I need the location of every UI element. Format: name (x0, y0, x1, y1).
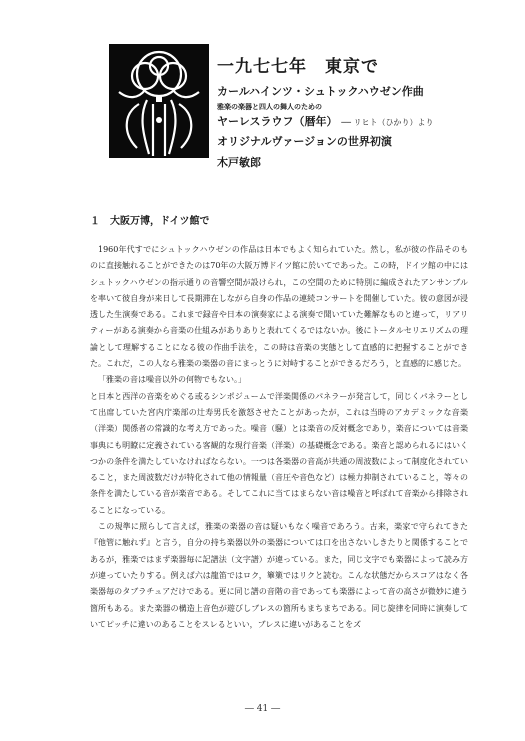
work-title-line (217, 113, 497, 129)
author-name: 木戸敏郎 (217, 156, 261, 169)
paragraph: 1960年代すでにシュトックハウゼンの作品は日本でもよく知られていた。然し，私が彼の作品そのものに直接触れることができたのは70年の大阪万博ドイツ館に於いてであった。この時，ドイツ館の中にはシュトックハウゼンの指示通りの音響空間が設けられ，この空間のために特別に編成されたアンサンブルを率いて彼自身が来日して長期滞在しながら自身の作品の連続コンサートを開催していた。彼の意図が浸透した生演奏である。これまで録音や日本の演奏家による演奏で聞いていた難解なものと違って，リアリティーがある演奏から音楽の仕組みがありありと表れてくるではないか。後にトータルセリエリズムの理論として理解することになる彼の作曲手法を，この時は音楽の実態として直感的に把握することができた。これだ，この人なら雅楽の楽器の音にまっとうに対峙することができるだろう，と直感的に感じた。 (90, 245, 468, 369)
paragraph: この規準に照らして言えば，雅楽の楽器の音は疑いもなく噪音であろう。古来，楽家で守られてきた『他管に触れず』と言う，自分の持ち楽器以外の楽器については口を出さないしきたりと関係することであるが，雅楽ではまず楽器毎に記譜法（文字譜）が違っている。また，同じ文字でも楽器によって読み方が違っていたりする。例えば六は龍笛ではロク，篳篥ではリクと読む。こんな状態だからスコアはなく各楽器毎のタブラチュアだけである。更に同じ譜の音階の音であっても楽器によって音の高さが微妙に違う箇所もある。また楽器の構造上音色が遊びしブレスの箇所もまちまちである。同じ旋律を同時に演奏していてピッチに違いのあることをスレるといい，ブレスに違いがあることをズ (90, 522, 468, 629)
ornamental-logo (109, 44, 209, 158)
composer-line: カールハインツ・シュトックハウゼン作曲 (217, 85, 424, 98)
instrumentation-line: 雅楽の楽器と四人の舞人のための (217, 102, 322, 111)
work-title: ヤーレスラウフ（暦年） (217, 115, 338, 128)
work-subtitle: ── リヒト（ひかり）より (341, 118, 434, 127)
section-heading: １ 大阪万博，ドイツ館で (90, 216, 210, 227)
premiere-line: オリジナルヴァージョンの世界初演 (217, 135, 392, 148)
title-block (217, 52, 497, 170)
body-text (90, 242, 468, 633)
page-number: ― 41 ― (244, 704, 281, 714)
paragraph: と日本と西洋の音楽をめぐる或るシンポジュームで洋楽関係のパネラーが発言して，同じくパネラーとして出席していた宮内庁楽部の辻寿男氏を激怒させたことがあったが，これは当時のアカデミックな音楽（洋楽）関係者の常識的な考え方であった。噪音（騒）とは楽音の反対概念であり，楽音については音楽事典にも明瞭に定義されている客観的な現行音楽（洋楽）の基礎概念である。楽音と認められるにはいくつかの条件を満たしていなければならない。一つは各楽器の音高が共通の周波数によって制度化されていること，また周波数だけが特化されて他の情報量（音圧や音色など）は極力抑制されていること，等々の条件を満たしている音が楽音である。そしてこれに当てはまらない音は噪音と呼ばれて音楽から排除されることになっている。 (90, 391, 468, 515)
quote-paragraph: 「雅楽の音は噪音以外の何物でもない。」 (98, 375, 246, 385)
page-title: 一九七七年 東京で (217, 57, 379, 77)
